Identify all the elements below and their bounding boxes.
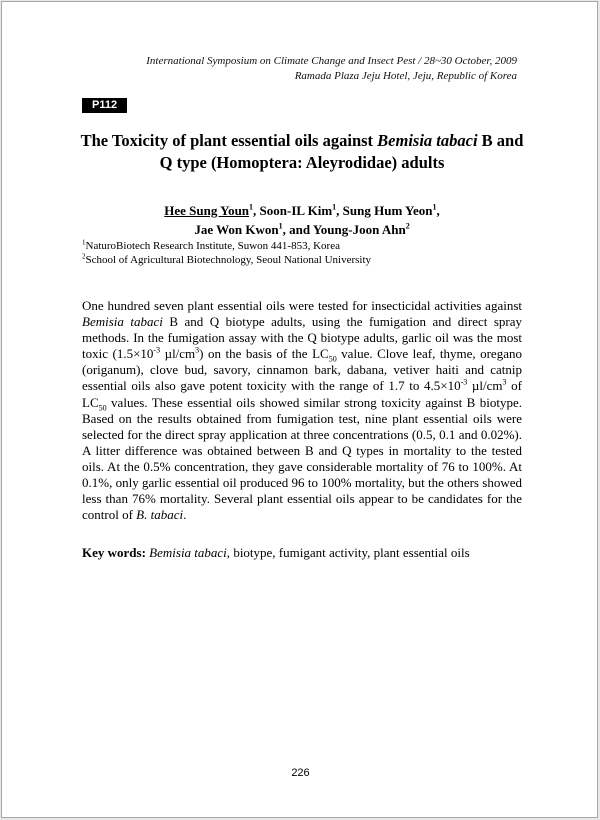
author-name: Jae Won Kwon xyxy=(194,222,279,237)
author-name: Sung Hum Yeon xyxy=(342,203,433,218)
author-affiliation-mark: 2 xyxy=(405,221,410,231)
author-list: Hee Sung Youn$^1$, Soon-IL Kim$^1$, Sung Hum Yeon$^1$, Jae Won Kwon$^1$, and Young-Joon Ahn$^2$ xyxy=(164,202,440,237)
abstract-paragraph: One hundred seven plant essential oils were tested for insecticidal activities against Bemisia tabaci B and Q biotype adults, using the fumigation and direct spray methods. In the fumigation assay with the Q biotype adults, garlic oil was the most toxic ($1.5\times 10^{-3}$ $\mu l/cm^3$) on the basis of the $LC_{50}$ value. Clove leaf, thyme, oregano (origanum), clove bud, savory, cinnamon bark, dabana, vetiver haiti and catnip essential oils also gave potent toxicity with the range of 1.7 to $4.5\times 10^{-3}$ $\mu l/cm^3$ of $LC_{50}$ values. These essential oils showed similar strong toxicity against B biotype. Based on the results obtained from fumigation test, nine plant essential oils were selected for the direct spray application at three concentrations (0.5, 0.1 and 0.02%). A litter difference was obtained between B and Q types in mortality to the tested oils. At the 0.5% concentration, they gave considerable mortality of 76 to 100%. At 0.1%, only garlic essential oil produced 96 to 100% mortality, but the others showed less than 76% mortality. Several plant essential oils appear to be candidates for the control of B. tabaci. xyxy=(82,298,522,523)
affiliation-list xyxy=(82,239,371,267)
paper-title-line2: Q type (Homoptera: Aleyrodidae) adults xyxy=(159,153,445,172)
keywords-list: biotype, fumigant activity, plant essential oils xyxy=(230,545,470,560)
paper-title-line1: The Toxicity of plant essential oils against Bemisia tabaci B and xyxy=(80,131,524,150)
keywords-species: Bemisia tabaci, xyxy=(149,545,231,560)
author-name: Soon-IL Kim xyxy=(259,203,333,218)
title-species: Bemisia tabaci xyxy=(377,131,478,150)
paper-code-badge: P112 xyxy=(82,98,127,113)
author-affiliation-mark: 1 xyxy=(432,202,437,212)
author-name: Hee Sung Youn xyxy=(164,203,250,218)
page-number: 226 xyxy=(291,767,310,779)
author-affiliation-mark: 1 xyxy=(332,202,337,212)
author-name: Young-Joon Ahn xyxy=(312,222,406,237)
document-page xyxy=(1,1,598,818)
affiliation-item: $^1$NaturoBiotech Research Institute, Suwon 441-853, Korea xyxy=(82,238,340,252)
keywords-line xyxy=(82,545,522,561)
paper-title xyxy=(62,130,542,174)
affiliation-item: $^2$School of Agricultural Biotechnology, Seoul National University xyxy=(82,252,372,266)
conference-header-line2: Ramada Plaza Jeju Hotel, Jeju, Republic of Korea xyxy=(294,70,517,82)
author-affiliation-mark: 1 xyxy=(249,202,254,212)
author-affiliation-mark: 1 xyxy=(278,221,283,231)
conference-header-line1: International Symposium on Climate Change and Insect Pest / 28~30 October, 2009 xyxy=(146,55,517,67)
conference-header xyxy=(146,54,517,84)
keywords-label: Key words: xyxy=(82,545,146,560)
